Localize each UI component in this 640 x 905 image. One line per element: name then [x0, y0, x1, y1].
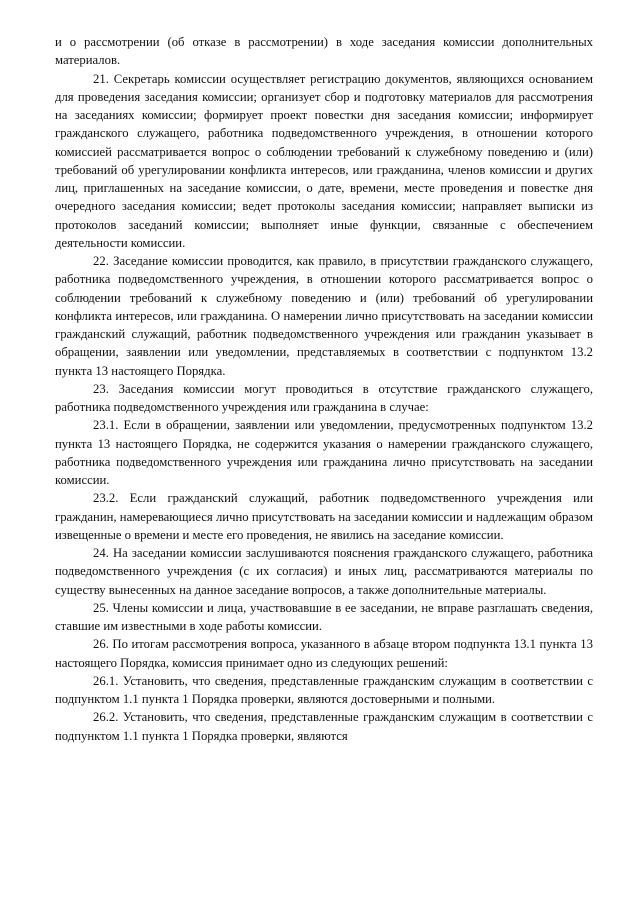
paragraph-21: 21. Секретарь комиссии осуществляет регистрацию документов, являющихся основанием для проведения заседания комиссии; организует сбор и подготовку материалов для рассмотрения на заседаниях комиссии; формирует проект повестки дня заседания комиссии; информирует гражданского служащего, работника подведомственного учреждения, в отношении которого комиссией рассматривается вопрос о соблюдении требований к служебному поведению и (или) требований об урегулировании конфликта интересов, или гражданина, членов комиссии и других лиц, приглашенных на заседание комиссии, о дате, времени, месте проведения и повестке дня очередного заседания комиссии; ведет протоколы заседания комиссии; направляет выписки из протоколов заседаний комиссии; выполняет иные функции, связанные с обеспечением деятельности комиссии. — [55, 71, 593, 250]
paragraph-23-1: 23.1. Если в обращении, заявлении или уведомлении, предусмотренных подпунктом 13.2 пункта 13 настоящего Порядка, не содержится указания о намерении гражданского служащего, работника подведомственного учреждения или гражданина лично присутствовать на заседании комиссии. — [55, 418, 593, 487]
paragraph-continuation: и о рассмотрении (об отказе в рассмотрении) в ходе заседания комиссии дополнительных материалов. — [55, 35, 593, 68]
paragraph-23: 23. Заседания комиссии могут проводиться в отсутствие гражданского служащего, работника подведомственного учреждения или гражданина в случае: — [55, 381, 593, 414]
paragraph-26-1: 26.1. Установить, что сведения, представленные гражданским служащим в соответствии с подпунктом 1.1 пункта 1 Порядка проверки, являются достоверными и полными. — [55, 673, 593, 706]
paragraph-23-2: 23.2. Если гражданский служащий, работник подведомственного учреждения или гражданин, намеревающиеся лично присутствовать на заседании комиссии и надлежащим образом извещенные о времени и месте его проведения, не явились на заседание комиссии. — [55, 491, 593, 542]
paragraph-26-2: 26.2. Установить, что сведения, представленные гражданским служащим в соответствии с подпунктом 1.1 пункта 1 Порядка проверки, являются — [55, 710, 593, 743]
paragraph-24: 24. На заседании комиссии заслушиваются пояснения гражданского служащего, работника подведомственного учреждения (с их согласия) и иных лиц, рассматриваются материалы по существу вынесенных на данное заседание вопросов, а также дополнительные материалы. — [55, 546, 593, 597]
paragraph-26: 26. По итогам рассмотрения вопроса, указанного в абзаце втором подпункта 13.1 пункта 13 настоящего Порядка, комиссия принимает одно из следующих решений: — [55, 637, 593, 670]
paragraph-25: 25. Члены комиссии и лица, участвовавшие в ее заседании, не вправе разглашать сведения, ставшие им известными в ходе работы комиссии. — [55, 600, 593, 633]
paragraph-22: 22. Заседание комиссии проводится, как правило, в присутствии гражданского служащего, работника подведомственного учреждения, в отношении которого рассматривается вопрос о соблюдении требований к служебному поведению и (или) требований об урегулировании конфликта интересов, или гражданина. О намерении лично присутствовать на заседании комиссии гражданский служащий, работник подведомственного учреждения или гражданин указывает в обращении, заявлении или уведомлении, представляемых в соответствии с подпунктом 13.2 пункта 13 настоящего Порядка. — [55, 254, 593, 378]
